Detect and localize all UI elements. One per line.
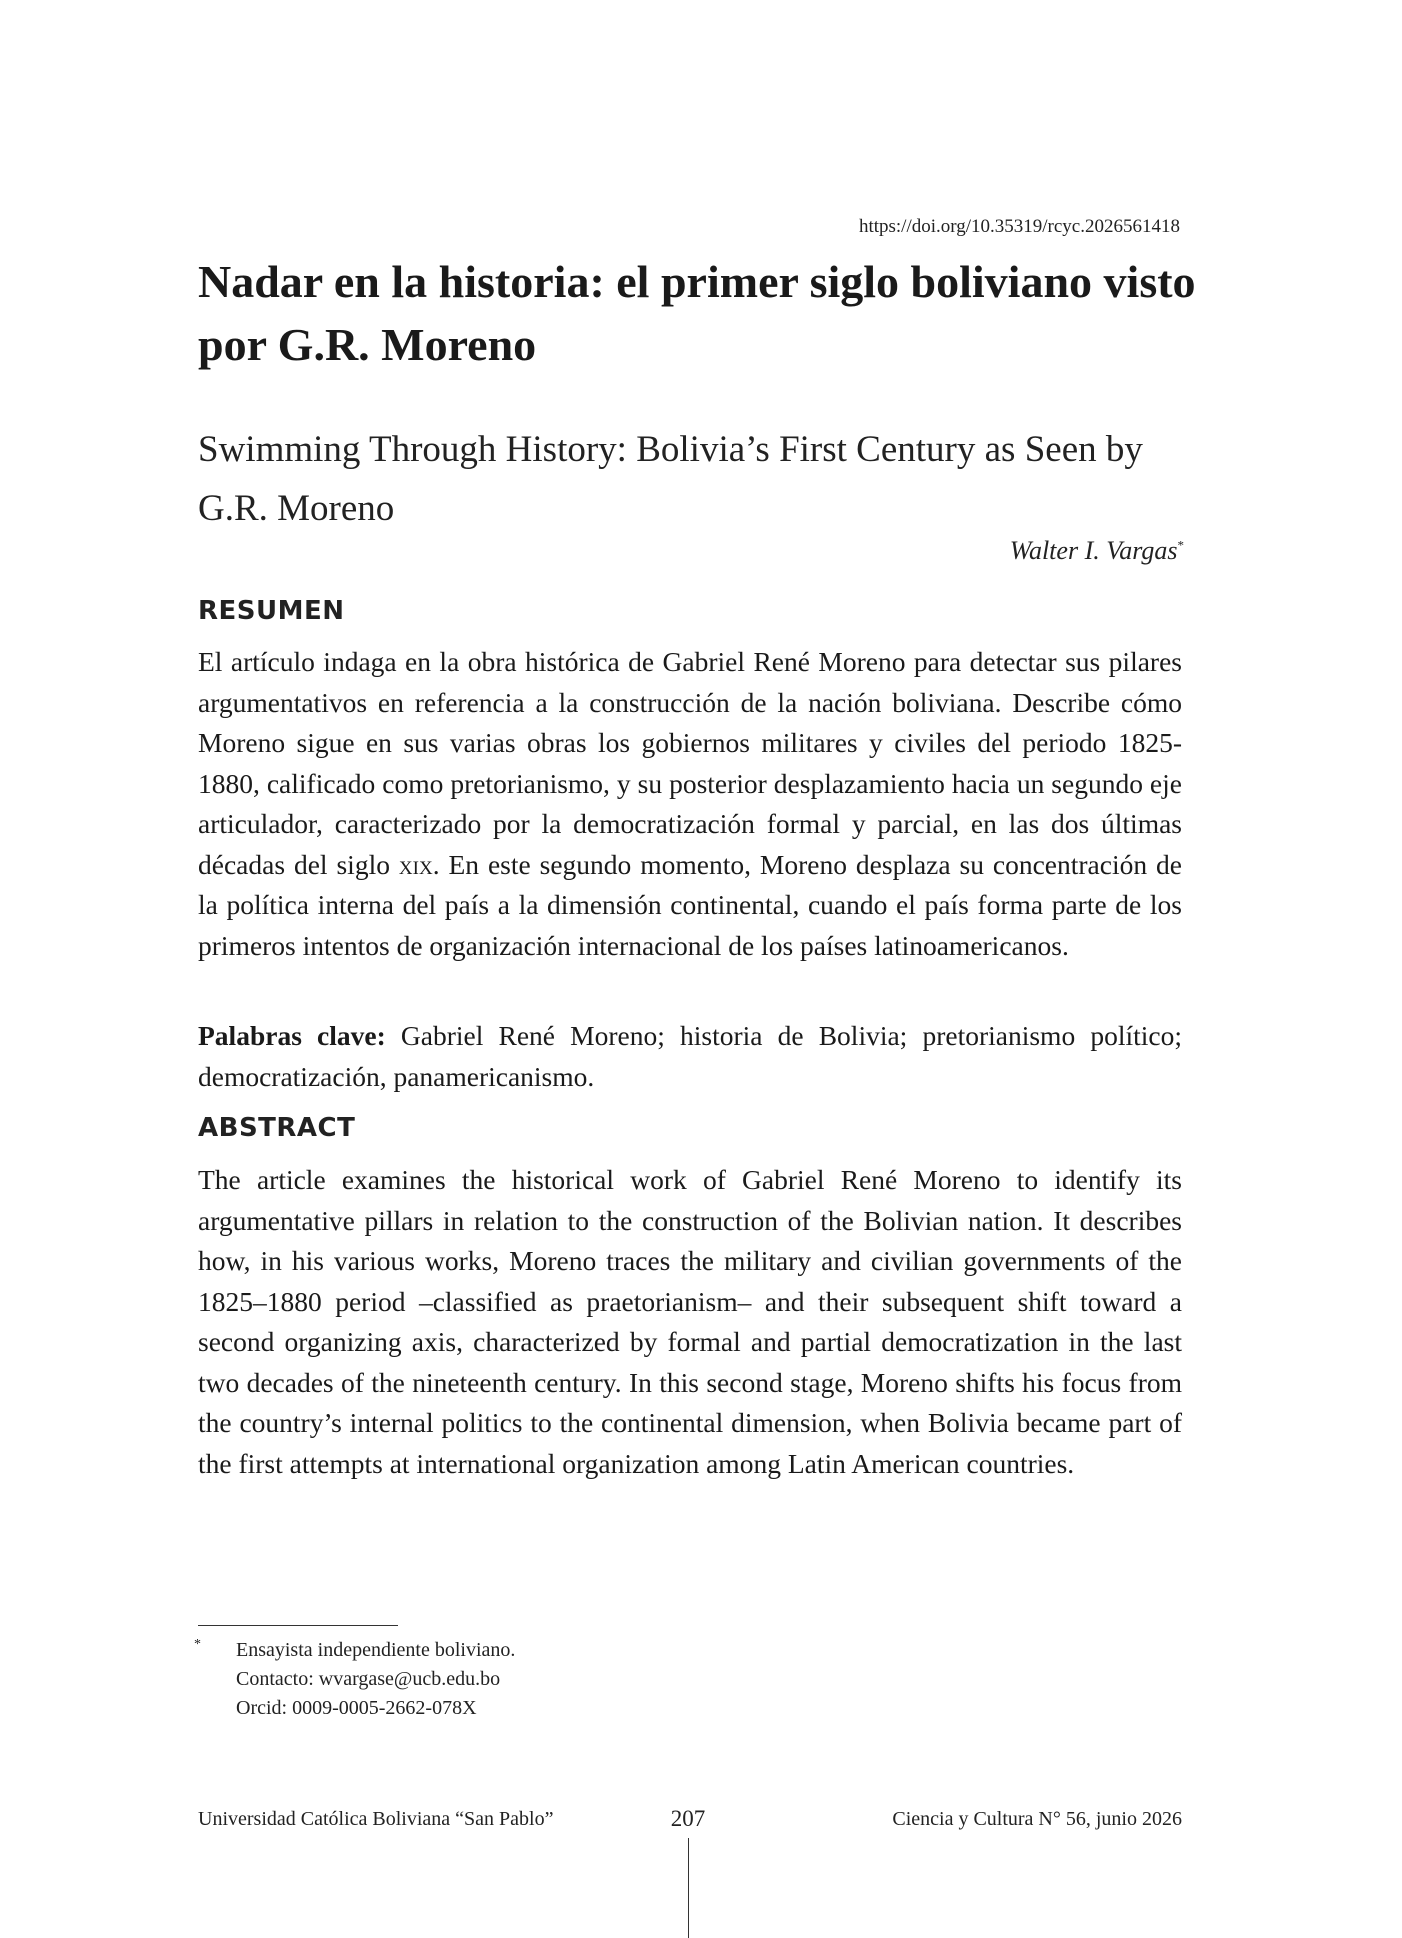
footnote-affiliation: Ensayista independiente boliviano. bbox=[236, 1639, 516, 1661]
resumen-text-start: El artículo indaga en la obra histórica de Gabriel René Moreno para detectar sus pilares argumentativos en referencia a la construcción de la nación boliviana. Describe cómo Moreno sigue en sus varias obras los gobiernos militares y civiles del periodo 1825-1880, calificado como pretorianismo, y su posterior desplazamiento hacia un segundo eje articulador, caracterizado por la democratización formal y parcial, en las dos últimas décadas del siglo bbox=[198, 646, 1182, 880]
doi-link[interactable]: https://doi.org/10.35319/rcyc.2026561418 bbox=[858, 216, 1180, 237]
footnote-contact: Contacto: wvargase@ucb.edu.bo bbox=[236, 1668, 501, 1690]
footnote-lines bbox=[236, 1636, 515, 1723]
footer-divider bbox=[688, 1838, 689, 1938]
keywords-text: Gabriel René Moreno; historia de Bolivia; pretorianismo político; democratización, panamericanismo. bbox=[198, 1020, 1182, 1092]
author-footnote-marker: * bbox=[1177, 537, 1184, 553]
resumen-heading: RESUMEN bbox=[198, 596, 345, 626]
resumen-text-end: . En este segundo momento, Moreno desplaza su concentración de la política interna del país a la dimensión continental, cuando el país forma parte de los primeros intentos de organización internacional de los países latinoamericanos. bbox=[198, 848, 1182, 961]
author-name: Walter I. Vargas bbox=[1009, 536, 1178, 565]
keywords-label: Palabras clave: bbox=[198, 1020, 386, 1051]
abstract-heading: ABSTRACT bbox=[198, 1113, 356, 1143]
footnote-marker: * bbox=[194, 1637, 201, 1652]
keywords-paragraph bbox=[198, 1016, 1182, 1097]
footnote bbox=[194, 1636, 516, 1723]
resumen-paragraph bbox=[198, 642, 1182, 966]
footer-journal: Ciencia y Cultura N° 56, junio 2026 bbox=[892, 1808, 1182, 1830]
footer-university: Universidad Católica Boliviana “San Pablo” bbox=[198, 1808, 554, 1830]
article-subtitle: Swimming Through History: Bolivia’s First Century as Seen by G.R. Moreno bbox=[198, 429, 1143, 529]
article-title: Nadar en la historia: el primer siglo boliviano visto por G.R. Moreno bbox=[198, 256, 1196, 370]
abstract-paragraph: The article examines the historical work of Gabriel René Moreno to identify its argumentative pillars in relation to the construction of the Bolivian nation. It describes how, in his various works, Moreno traces the military and civilian governments of the 1825–1880 period –classified as praetorianism– and their subsequent shift toward a second organizing axis, characterized by formal and partial democratization in the last two decades of the nineteenth century. In this second stage, Moreno shifts his focus from the country’s internal politics to the continental dimension, when Bolivia became part of the first attempts at international organization among Latin American countries. bbox=[198, 1164, 1182, 1479]
century-smallcaps: xix bbox=[398, 848, 433, 880]
footnote-rule bbox=[198, 1625, 398, 1626]
author-byline bbox=[1010, 536, 1184, 566]
footer-page-number: 207 bbox=[670, 1806, 706, 1831]
footnote-orcid: Orcid: 0009-0005-2662-078X bbox=[236, 1697, 477, 1719]
